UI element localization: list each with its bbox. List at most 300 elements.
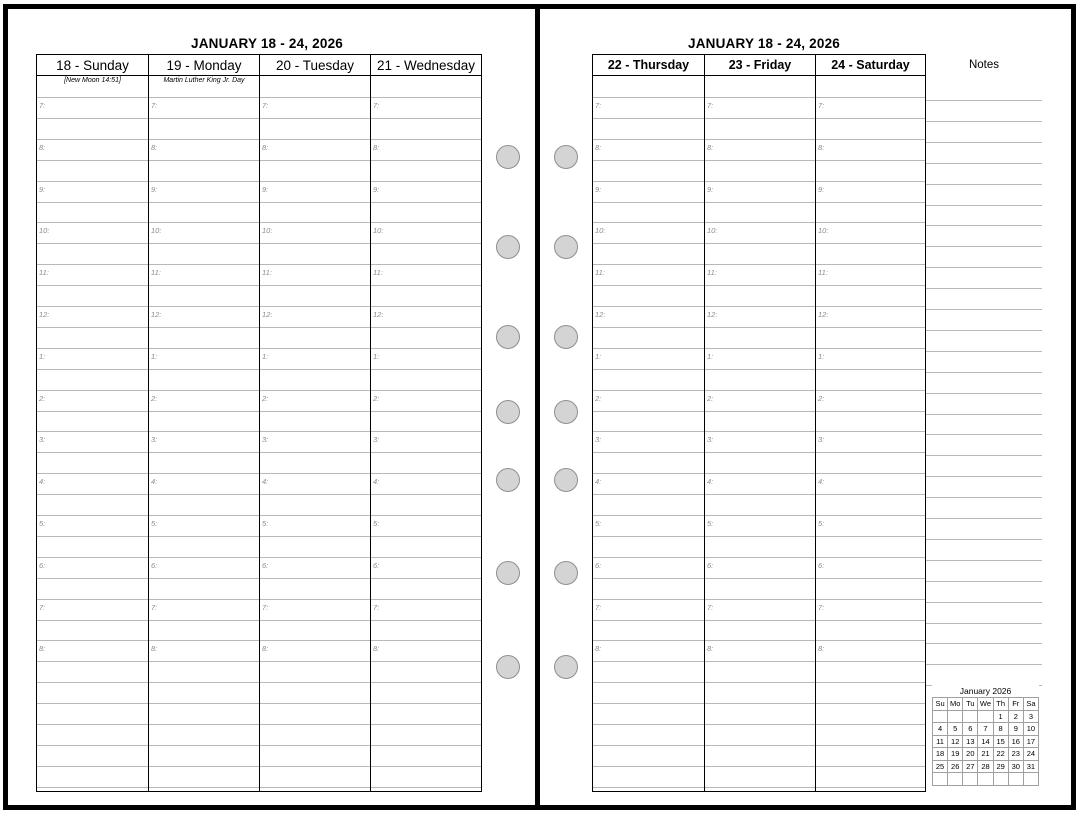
notes-title: Notes — [968, 59, 1000, 71]
ruled-line — [371, 306, 481, 307]
date-cell — [1008, 773, 1023, 786]
ruled-line — [593, 682, 704, 683]
ruled-line — [371, 181, 481, 182]
ruled-line — [593, 202, 704, 203]
hour-label: 8: — [39, 142, 46, 152]
notes-ruled-line — [926, 330, 1042, 331]
ruled-line — [260, 787, 370, 788]
ruled-line — [371, 766, 481, 767]
ruled-line — [37, 243, 148, 244]
ruled-line — [37, 536, 148, 537]
hour-label: 2: — [39, 393, 46, 403]
ruled-line — [149, 285, 259, 286]
ruled-line — [37, 348, 148, 349]
ruled-line — [371, 787, 481, 788]
hour-label: 3: — [151, 435, 158, 445]
ruled-line — [371, 682, 481, 683]
ruled-line — [260, 181, 370, 182]
ruled-line — [593, 557, 704, 558]
notes-ruled-line — [926, 560, 1042, 561]
ruled-line — [149, 118, 259, 119]
notes-ruled-line — [926, 184, 1042, 185]
ruled-line — [593, 661, 704, 662]
hour-label: 9: — [818, 184, 825, 194]
ruled-line — [593, 703, 704, 704]
hour-label: 6: — [39, 560, 46, 570]
ruled-line — [149, 327, 259, 328]
ruled-line — [593, 745, 704, 746]
ruled-line — [593, 787, 704, 788]
ruled-line — [149, 703, 259, 704]
hour-label: 12: — [262, 310, 273, 319]
hour-label: 6: — [707, 560, 714, 570]
hour-label: 5: — [373, 519, 380, 528]
ruled-line — [371, 139, 481, 140]
hour-label: 1: — [262, 351, 269, 361]
hour-label: 2: — [262, 393, 269, 403]
hour-label: 8: — [151, 644, 158, 654]
notes-ruled-line — [926, 664, 1042, 665]
hour-label: 7: — [595, 602, 602, 612]
ruled-line — [705, 682, 815, 683]
date-cell: 3 — [1023, 710, 1038, 723]
ruled-line — [593, 160, 704, 161]
ruled-line — [816, 243, 925, 244]
binder-hole — [496, 561, 520, 585]
day-header-friday: 23 - Friday — [705, 55, 815, 76]
ruled-line — [593, 515, 704, 516]
ruled-line — [705, 578, 815, 579]
ruled-line — [260, 390, 370, 391]
date-cell — [963, 773, 978, 786]
ruled-line — [37, 390, 148, 391]
date-cell: 23 — [1008, 748, 1023, 761]
day-note-sunday: [New Moon 14:51] — [64, 77, 121, 84]
date-cell — [963, 710, 978, 723]
hour-label: 8: — [707, 142, 714, 152]
hour-label: 11: — [595, 268, 605, 278]
date-cell: 8 — [993, 723, 1008, 736]
ruled-line — [816, 264, 925, 265]
day-header-monday: 19 - Monday — [149, 55, 259, 76]
hour-label: 10: — [373, 226, 384, 236]
ruled-line — [37, 139, 148, 140]
ruled-line — [816, 160, 925, 161]
date-cell — [948, 710, 963, 723]
ruled-line — [37, 724, 148, 725]
binder-hole — [554, 325, 578, 349]
ruled-line — [705, 202, 815, 203]
hour-label: 5: — [707, 519, 714, 528]
notes-ruled-line — [926, 476, 1042, 477]
ruled-line — [260, 411, 370, 412]
ruled-line — [705, 766, 815, 767]
ruled-line — [705, 139, 815, 140]
mini-calendar — [932, 685, 1039, 786]
ruled-line — [816, 285, 925, 286]
ruled-line — [705, 787, 815, 788]
ruled-line — [816, 620, 925, 621]
ruled-line — [371, 661, 481, 662]
ruled-line — [371, 620, 481, 621]
ruled-line — [37, 222, 148, 223]
ruled-line — [705, 745, 815, 746]
ruled-line — [149, 473, 259, 474]
hour-label: 3: — [595, 435, 602, 445]
ruled-line — [149, 515, 259, 516]
hour-label: 11: — [39, 268, 49, 278]
day-header-sunday: 18 - Sunday — [37, 55, 148, 76]
ruled-line — [705, 703, 815, 704]
ruled-line — [37, 411, 148, 412]
ruled-line — [816, 348, 925, 349]
ruled-line — [593, 369, 704, 370]
ruled-line — [371, 348, 481, 349]
ruled-line — [593, 620, 704, 621]
ruled-line — [260, 431, 370, 432]
hour-label: 1: — [151, 351, 158, 361]
ruled-line — [816, 536, 925, 537]
hour-label: 7: — [707, 602, 714, 612]
ruled-line — [149, 620, 259, 621]
hour-label: 9: — [39, 184, 46, 194]
ruled-line — [371, 724, 481, 725]
weekday-cell: Mo — [948, 698, 963, 711]
ruled-line — [593, 118, 704, 119]
hour-label: 1: — [373, 351, 380, 361]
ruled-line — [593, 411, 704, 412]
mini-calendar-weekday-row — [933, 698, 1039, 711]
ruled-line — [149, 787, 259, 788]
ruled-line — [705, 724, 815, 725]
hour-label: 11: — [151, 268, 161, 278]
ruled-line — [260, 369, 370, 370]
hour-label: 8: — [707, 644, 714, 654]
ruled-line — [149, 494, 259, 495]
hour-label: 4: — [595, 477, 602, 487]
day-header-thursday: 22 - Thursday — [593, 55, 704, 76]
ruled-line — [149, 536, 259, 537]
ruled-line — [260, 473, 370, 474]
hour-label: 6: — [595, 560, 602, 570]
binder-hole — [496, 655, 520, 679]
hour-label: 3: — [39, 435, 46, 445]
date-cell: 7 — [978, 723, 993, 736]
hour-label: 7: — [373, 101, 380, 110]
hour-label: 7: — [707, 101, 714, 110]
day-header-tuesday: 20 - Tuesday — [260, 55, 370, 76]
notes-ruled-line — [926, 100, 1042, 101]
date-cell: 5 — [948, 723, 963, 736]
date-cell: 28 — [978, 760, 993, 773]
mini-calendar-week-row — [933, 760, 1039, 773]
ruled-line — [37, 264, 148, 265]
day-column-thursday — [593, 55, 704, 791]
hour-label: 7: — [262, 602, 269, 612]
ruled-line — [593, 327, 704, 328]
ruled-line — [149, 139, 259, 140]
hour-label: 12: — [818, 310, 829, 319]
ruled-line — [816, 766, 925, 767]
hour-label: 5: — [595, 519, 602, 528]
binder-hole — [496, 235, 520, 259]
ruled-line — [816, 745, 925, 746]
ruled-line — [816, 452, 925, 453]
binder-hole — [496, 400, 520, 424]
mini-calendar-week-row — [933, 723, 1039, 736]
ruled-line — [816, 222, 925, 223]
ruled-line — [37, 160, 148, 161]
ruled-line — [816, 787, 925, 788]
hour-label: 8: — [262, 142, 269, 152]
date-cell: 1 — [993, 710, 1008, 723]
ruled-line — [593, 243, 704, 244]
right-schedule-grid — [592, 54, 926, 792]
ruled-line — [816, 181, 925, 182]
ruled-line — [816, 473, 925, 474]
ruled-line — [705, 473, 815, 474]
left-schedule-grid — [36, 54, 482, 792]
ruled-line — [149, 390, 259, 391]
hour-label: 11: — [262, 268, 272, 278]
date-cell: 26 — [948, 760, 963, 773]
ruled-line — [371, 97, 481, 98]
ruled-line — [816, 703, 925, 704]
date-cell: 2 — [1008, 710, 1023, 723]
hour-label: 7: — [151, 602, 158, 612]
ruled-line — [149, 682, 259, 683]
hour-label: 8: — [151, 142, 158, 152]
ruled-line — [37, 327, 148, 328]
ruled-line — [816, 97, 925, 98]
notes-ruled-line — [926, 643, 1042, 644]
ruled-line — [37, 202, 148, 203]
day-column-sunday — [37, 55, 148, 791]
ruled-line — [371, 285, 481, 286]
hour-label: 7: — [818, 602, 825, 612]
ruled-line — [149, 724, 259, 725]
notes-ruled-line — [926, 393, 1042, 394]
ruled-line — [816, 202, 925, 203]
notes-ruled-line — [926, 225, 1042, 226]
day-header-saturday: 24 - Saturday — [816, 55, 925, 76]
day-column-friday — [704, 55, 815, 791]
hour-label: 1: — [707, 351, 714, 361]
ruled-line — [149, 557, 259, 558]
ruled-line — [705, 494, 815, 495]
ruled-line — [371, 745, 481, 746]
ruled-line — [371, 369, 481, 370]
hour-label: 9: — [373, 184, 380, 194]
ruled-line — [593, 578, 704, 579]
binder-hole — [554, 561, 578, 585]
mini-calendar-week-row — [933, 710, 1039, 723]
ruled-line — [371, 599, 481, 600]
ruled-line — [260, 620, 370, 621]
ruled-line — [593, 494, 704, 495]
ruled-line — [816, 661, 925, 662]
ruled-line — [260, 452, 370, 453]
ruled-line — [816, 578, 925, 579]
hour-label: 7: — [373, 602, 380, 612]
day-column-monday — [148, 55, 259, 791]
ruled-line — [705, 327, 815, 328]
ruled-line — [37, 599, 148, 600]
ruled-line — [705, 431, 815, 432]
ruled-line — [816, 724, 925, 725]
ruled-line — [37, 515, 148, 516]
ruled-line — [149, 766, 259, 767]
ruled-line — [149, 181, 259, 182]
hour-label: 2: — [373, 393, 380, 403]
notes-ruled-line — [926, 455, 1042, 456]
binder-hole — [554, 400, 578, 424]
ruled-line — [37, 494, 148, 495]
ruled-line — [37, 118, 148, 119]
ruled-line — [260, 202, 370, 203]
day-header-wednesday: 21 - Wednesday — [371, 55, 481, 76]
date-cell — [933, 710, 948, 723]
ruled-line — [260, 494, 370, 495]
ruled-line — [593, 766, 704, 767]
hour-label: 9: — [151, 184, 158, 194]
notes-ruled-line — [926, 351, 1042, 352]
date-cell — [1023, 773, 1038, 786]
date-cell: 19 — [948, 748, 963, 761]
ruled-line — [37, 620, 148, 621]
hour-label: 3: — [707, 435, 714, 445]
date-cell: 4 — [933, 723, 948, 736]
notes-ruled-line — [926, 142, 1042, 143]
ruled-line — [149, 306, 259, 307]
date-cell: 14 — [978, 735, 993, 748]
hour-label: 5: — [151, 519, 158, 528]
weekday-cell: Tu — [963, 698, 978, 711]
ruled-line — [260, 348, 370, 349]
ruled-line — [260, 285, 370, 286]
date-cell: 12 — [948, 735, 963, 748]
ruled-line — [371, 202, 481, 203]
date-cell: 27 — [963, 760, 978, 773]
ruled-line — [149, 160, 259, 161]
notes-ruled-line — [926, 267, 1042, 268]
ruled-line — [816, 306, 925, 307]
ruled-line — [593, 452, 704, 453]
notes-ruled-line — [926, 539, 1042, 540]
weekday-cell: Fr — [1008, 698, 1023, 711]
ruled-line — [593, 285, 704, 286]
hour-label: 10: — [151, 226, 162, 236]
ruled-line — [371, 243, 481, 244]
ruled-line — [371, 118, 481, 119]
day-note-monday: Martin Luther King Jr. Day — [163, 77, 245, 84]
notes-ruled-line — [926, 309, 1042, 310]
ruled-line — [816, 390, 925, 391]
hour-label: 8: — [262, 644, 269, 654]
hour-label: 5: — [818, 519, 825, 528]
ruled-line — [593, 640, 704, 641]
date-cell: 20 — [963, 748, 978, 761]
ruled-line — [371, 640, 481, 641]
ruled-line — [260, 766, 370, 767]
ruled-line — [705, 369, 815, 370]
hour-label: 1: — [39, 351, 46, 361]
ruled-line — [260, 327, 370, 328]
hour-label: 6: — [151, 560, 158, 570]
hour-label: 6: — [262, 560, 269, 570]
binder-hole — [554, 235, 578, 259]
hour-label: 2: — [595, 393, 602, 403]
ruled-line — [371, 160, 481, 161]
hour-label: 11: — [707, 268, 717, 278]
ruled-line — [371, 515, 481, 516]
ruled-line — [593, 264, 704, 265]
right-week-title: JANUARY 18 - 24, 2026 — [687, 36, 841, 51]
ruled-line — [816, 118, 925, 119]
ruled-line — [37, 661, 148, 662]
ruled-line — [371, 327, 481, 328]
date-cell: 30 — [1008, 760, 1023, 773]
hour-label: 9: — [262, 184, 269, 194]
hour-label: 10: — [262, 226, 273, 236]
date-cell: 29 — [993, 760, 1008, 773]
ruled-line — [149, 578, 259, 579]
notes-ruled-line — [926, 497, 1042, 498]
left-planner-page — [3, 4, 540, 810]
right-planner-page — [535, 4, 1076, 810]
hour-label: 8: — [595, 644, 602, 654]
ruled-line — [149, 411, 259, 412]
hour-label: 7: — [151, 101, 158, 110]
ruled-line — [149, 243, 259, 244]
hour-label: 4: — [151, 477, 158, 487]
ruled-line — [593, 222, 704, 223]
binder-hole — [554, 145, 578, 169]
ruled-line — [37, 431, 148, 432]
left-week-title: JANUARY 18 - 24, 2026 — [190, 36, 344, 51]
hour-label: 11: — [373, 268, 383, 278]
ruled-line — [593, 599, 704, 600]
ruled-line — [260, 578, 370, 579]
hour-label: 9: — [595, 184, 602, 194]
hour-label: 5: — [262, 519, 269, 528]
ruled-line — [260, 243, 370, 244]
mini-calendar-week-row — [933, 748, 1039, 761]
ruled-line — [371, 222, 481, 223]
ruled-line — [593, 97, 704, 98]
date-cell: 31 — [1023, 760, 1038, 773]
date-cell: 25 — [933, 760, 948, 773]
hour-label: 2: — [707, 393, 714, 403]
ruled-line — [149, 599, 259, 600]
ruled-line — [260, 682, 370, 683]
ruled-line — [705, 348, 815, 349]
notes-ruled-line — [926, 246, 1042, 247]
notes-ruled-line — [926, 163, 1042, 164]
ruled-line — [816, 557, 925, 558]
ruled-line — [371, 473, 481, 474]
ruled-line — [593, 724, 704, 725]
date-cell: 22 — [993, 748, 1008, 761]
ruled-line — [593, 139, 704, 140]
mini-calendar-week-row — [933, 773, 1039, 786]
ruled-line — [260, 724, 370, 725]
ruled-line — [149, 202, 259, 203]
ruled-line — [705, 620, 815, 621]
hour-label: 4: — [262, 477, 269, 487]
hour-label: 12: — [707, 310, 718, 319]
ruled-line — [593, 390, 704, 391]
